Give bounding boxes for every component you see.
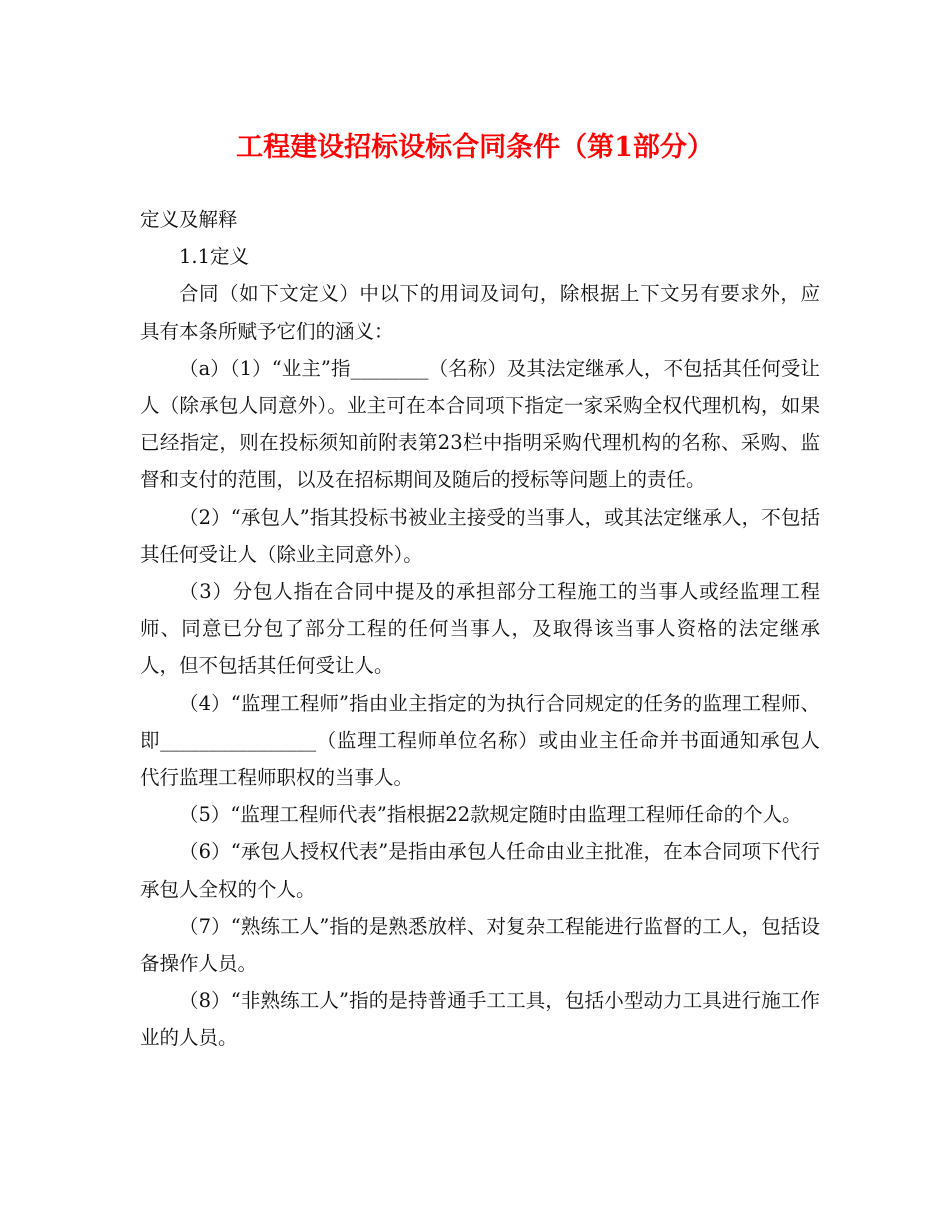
document-body [140, 201, 820, 1057]
paragraph-clause-6: （6）“承包人授权代表”是指由承包人任命由业主批准，在本合同项下代行承包人全权的个人。 [140, 840, 820, 901]
paragraph-clause-3: （3）分包人指在合同中提及的承担部分工程施工的当事人或经监理工程师、同意已分包了部分工程的任何当事人，及取得该当事人资格的法定继承人，但不包括其任何受让人。 [140, 580, 820, 678]
subsection-heading: 1.1定义 [179, 245, 250, 269]
paragraph-clause-8: （8）“非熟练工人”指的是持普通手工工具，包括小型动力工具进行施工作业的人员。 [140, 989, 820, 1050]
section-heading: 定义及解释 [140, 208, 238, 231]
paragraph-clause-5: （5）“监理工程师代表”指根据22款规定随时由监理工程师任命的个人。 [179, 803, 802, 827]
document-title: 工程建设招标设标合同条件（第1部分） [236, 132, 714, 163]
paragraph-intro: 合同（如下文定义）中以下的用词及词句，除根据上下文另有要求外，应具有本条所赋予它们的涵义： [140, 282, 820, 343]
paragraph-clause-7: （7）“熟练工人”指的是熟悉放样、对复杂工程能进行监督的工人，包括设备操作人员。 [140, 914, 820, 976]
paragraph-clause-2: （2）“承包人”指其投标书被业主接受的当事人，或其法定继承人，不包括其任何受让人（除业主同意外）。 [140, 505, 820, 566]
paragraph-clause-a1: （a）（1）“业主”指________（名称）及其法定继承人，不包括其任何受让人（除承包人同意外）。业主可在本合同项下指定一家采购全权代理机构，如果已经指定，则在投标须知前附表第23栏中指明采购代理机构的名称、采购、监督和支付的范围，以及在招标期间及随后的授标等问题上的责任。 [140, 356, 820, 492]
paragraph-clause-4: （4）“监理工程师”指由业主指定的为执行合同规定的任务的监理工程师、即________________（监理工程师单位名称）或由业主任命并书面通知承包人代行监理工程师职权的当事人。 [140, 691, 820, 790]
